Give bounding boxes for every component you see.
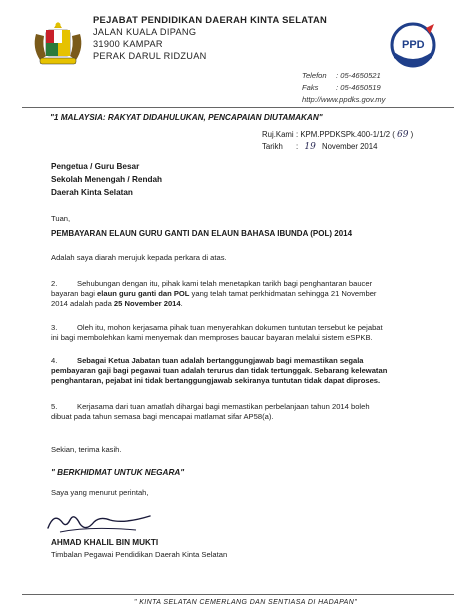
phone-value: : 05-4650521 (336, 71, 381, 80)
p3-number: 3. (51, 323, 58, 332)
p2-line2a: bayaran bagi (51, 289, 98, 298)
date-handwritten: 19 (304, 142, 316, 152)
website-link[interactable]: http://www.ppdks.gov.my (302, 95, 386, 104)
p4-line2: pembayaran gaji bagi pegawai tuan adalah terurus dan tidak tertunggak. Sebarang kelewatan (51, 366, 388, 375)
ruj-handwritten: 69 (396, 130, 409, 140)
date-colon: : (296, 142, 299, 151)
malaysia-coat-of-arms-icon (32, 20, 84, 68)
recipient-line1: Pengetua / Guru Besar (51, 162, 140, 171)
p3-line2: ini bagi membolehkan kami menyemak dan memproses baucar bayaran melalui sistem eSPKB. (51, 333, 373, 342)
p5-line2: dibuat pada tahun semasa bagi mencapai matlamat sifar AP58(a). (51, 412, 274, 421)
p2-line2b: yang telah tamat perkhidmatan sehingga 21 November (189, 289, 377, 298)
paragraph-2 (51, 279, 431, 309)
salutation: Tuan, (51, 214, 71, 223)
ruj-label: Ruj.Kami (262, 130, 294, 139)
p2-deadline: 25 November 2014 (113, 299, 181, 308)
ppd-logo-text: PPD (402, 39, 425, 51)
paragraph-3 (51, 323, 431, 343)
recipient-line3: Daerah Kinta Selatan (51, 188, 133, 197)
p4-line3: penghantaran, pejabat ini tidak bertanggungjawab sekiranya tuntutan tidak dapat diproses. (51, 376, 381, 385)
address-line1: JALAN KUALA DIPANG (93, 27, 197, 37)
fax-line (302, 83, 381, 92)
p4-number: 4. (51, 356, 58, 365)
reference-line (262, 130, 413, 140)
p2-line1: Sehubungan dengan itu, pihak kami telah menetapkan tarikh bagi penghantaran baucer (77, 279, 373, 288)
p2-line2-bold: elaun guru ganti dan POL (97, 289, 190, 298)
address-line3: PERAK DARUL RIDZUAN (93, 51, 207, 61)
signatory-name: AHMAD KHALIL BIN MUKTI (51, 538, 159, 547)
ppdks-logo-icon (388, 22, 438, 68)
p2-number: 2. (51, 279, 58, 288)
recipient-line2: Sekolah Menengah / Rendah (51, 175, 163, 184)
closing: Sekian, terima kasih. (51, 445, 122, 454)
service-slogan: " BERKHIDMAT UNTUK NEGARA" (51, 468, 185, 477)
date-label: Tarikh (262, 142, 283, 151)
subject-heading: PEMBAYARAN ELAUN GURU GANTI DAN ELAUN BAHASA IBUNDA (POL) 2014 (51, 229, 353, 238)
office-name: PEJABAT PENDIDIKAN DAERAH KINTA SELATAN (93, 14, 328, 25)
address-line2: 31900 KAMPAR (93, 39, 163, 49)
p5-number: 5. (51, 402, 58, 411)
footer-motto: " KINTA SELATAN CEMERLANG DAN SENTIASA DI HADAPAN" (134, 599, 358, 606)
p3-line1: Oleh itu, mohon kerjasama pihak tuan menyerahkan dokumen tuntutan tersebut ke pejabat (77, 323, 383, 332)
p5-line1: Kerjasama dari tuan amatlah dihargai bagi memastikan perbelanjaan tahun 2014 boleh (77, 402, 370, 411)
motto: "1 MALAYSIA: RAKYAT DIDAHULUKAN, PENCAPAIAN DIUTAMAKAN" (50, 113, 323, 122)
handwritten-signature-icon (40, 502, 160, 536)
p4-line1: Sebagai Ketua Jabatan tuan adalah bertanggungjawab bagi memastikan segala (77, 356, 364, 365)
phone-line (302, 71, 381, 80)
date-line (262, 142, 377, 152)
p2-line3a: 2014 adalah pada (51, 299, 114, 308)
paragraph-4 (51, 356, 431, 386)
header-divider (22, 107, 454, 108)
intro-paragraph: Adalah saya diarah merujuk kepada perkara di atas. (51, 253, 227, 262)
fax-label: Faks (302, 83, 319, 92)
footer-divider (22, 594, 454, 595)
ruj-close: ) (410, 130, 414, 139)
phone-label: Telefon (302, 71, 327, 80)
date-rest: November 2014 (321, 142, 378, 151)
sign-intro: Saya yang menurut perintah, (51, 488, 149, 497)
fax-value: : 05-4650519 (336, 83, 381, 92)
p2-line3-end: . (180, 299, 183, 308)
ruj-value: : KPM.PPDKSPk.400-1/1/2 ( (296, 130, 395, 139)
signatory-title: Timbalan Pegawai Pendidikan Daerah Kinta Selatan (51, 550, 228, 559)
paragraph-5 (51, 402, 431, 422)
